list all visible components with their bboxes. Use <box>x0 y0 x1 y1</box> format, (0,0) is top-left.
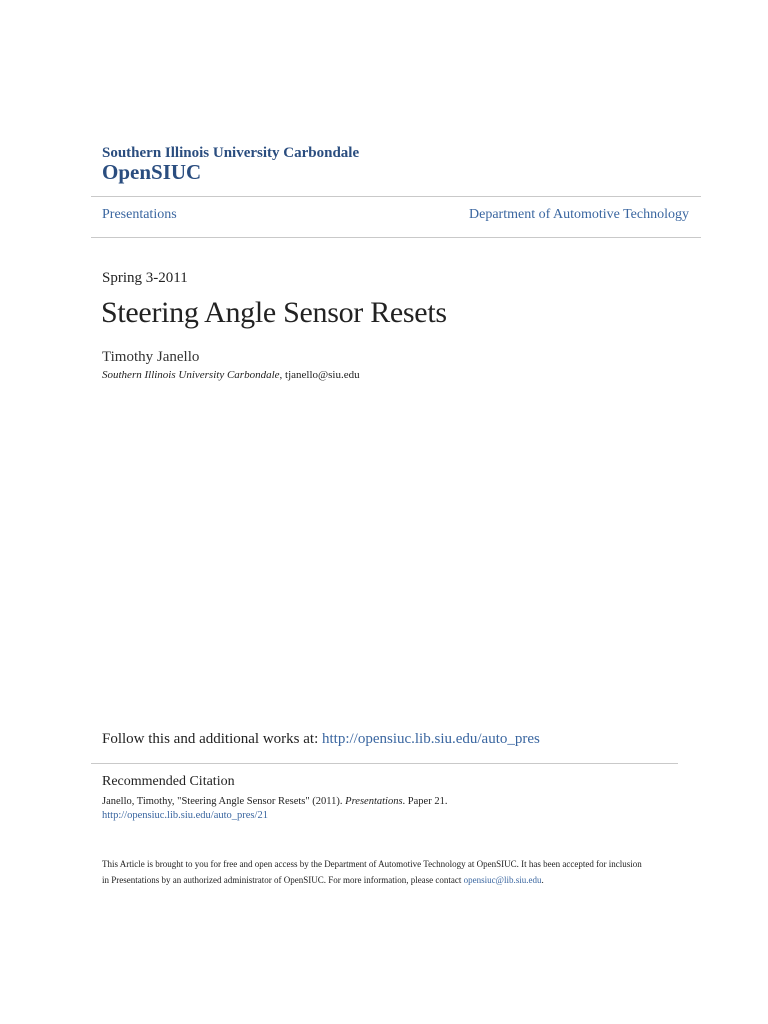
citation-text <box>102 796 447 807</box>
citation-text-suffix: . Paper 21. <box>402 796 448 807</box>
department-link[interactable]: Department of Automotive Technology <box>469 207 689 222</box>
follow-url-link[interactable]: http://opensiuc.lib.siu.edu/auto_pres <box>321 731 540 747</box>
publication-date: Spring 3-2011 <box>102 270 188 286</box>
contact-email-link[interactable]: opensiuc@lib.siu.edu <box>463 875 542 885</box>
citation-url-link[interactable]: http://opensiuc.lib.siu.edu/auto_pres/21 <box>102 810 268 821</box>
affiliation-name: Southern Illinois University Carbondale <box>102 369 280 381</box>
follow-line <box>102 731 540 748</box>
citation-series: Presentations <box>345 796 403 807</box>
collection-link[interactable]: Presentations <box>102 207 177 222</box>
access-notice-line-2 <box>102 872 702 888</box>
author-name: Timothy Janello <box>102 349 200 365</box>
author-email: tjanello@siu.edu <box>285 369 360 381</box>
author-affiliation <box>102 369 360 381</box>
affiliation-separator: , <box>279 369 286 381</box>
institution-name: Southern Illinois University Carbondale <box>102 145 360 161</box>
citation-text-prefix: Janello, Timothy, "Steering Angle Sensor Resets" (2011). <box>102 796 346 807</box>
header-divider-top <box>91 196 701 197</box>
access-notice-line-2-text: in Presentations by an authorized administrator of OpenSIUC. For more information, please contact <box>102 875 464 885</box>
repository-name: OpenSIUC <box>102 160 202 184</box>
access-notice-line-1: This Article is brought to you for free and open access by the Department of Automotive Technology at OpenSIUC. It has been accepted for inclusion <box>102 859 642 869</box>
article-title: Steering Angle Sensor Resets <box>101 296 447 329</box>
access-notice <box>102 856 702 888</box>
header-divider-bottom <box>91 237 701 238</box>
citation-heading: Recommended Citation <box>102 774 235 789</box>
follow-label: Follow this and additional works at: <box>102 731 322 747</box>
access-notice-line-2-end: . <box>541 875 544 885</box>
citation-divider <box>91 763 678 764</box>
